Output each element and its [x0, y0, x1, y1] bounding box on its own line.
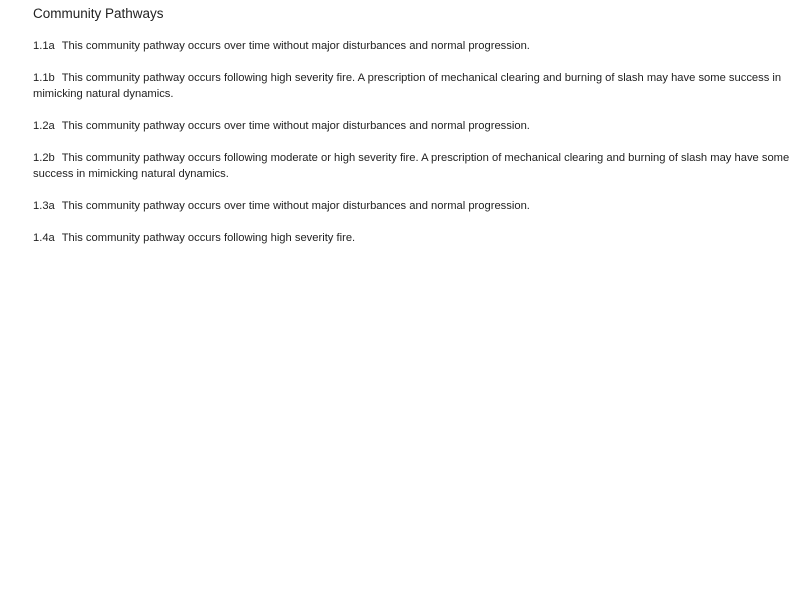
- pathway-paragraph: [33, 38, 790, 54]
- pathway-paragraph: [33, 118, 790, 134]
- pathway-code: 1.1a: [33, 40, 55, 52]
- pathway-paragraph: [33, 230, 790, 246]
- pathway-text: This community pathway occurs over time without major disturbances and normal progression.: [61, 120, 530, 132]
- pathway-paragraph: [33, 70, 790, 102]
- pathway-code: 1.1b: [33, 72, 55, 84]
- pathway-code: 1.4a: [33, 232, 55, 244]
- pathway-text: This community pathway occurs following high severity fire. A prescription of mechanical clearing and burning of slash may have some success in mimicking natural dynamics.: [33, 72, 782, 100]
- pathway-paragraph: [33, 150, 790, 182]
- pathway-text: This community pathway occurs over time without major disturbances and normal progression.: [61, 200, 530, 212]
- pathway-text: This community pathway occurs over time without major disturbances and normal progression.: [61, 40, 530, 52]
- pathway-code: 1.2b: [33, 152, 55, 164]
- page-title: Community Pathways: [33, 6, 164, 21]
- pathway-text: This community pathway occurs following moderate or high severity fire. A prescription of mechanical clearing and burning of slash may have some success in mimicking natural dynamics.: [33, 152, 790, 180]
- pathway-text: This community pathway occurs following high severity fire.: [61, 232, 356, 244]
- pathway-paragraph: [33, 198, 790, 214]
- pathway-code: 1.2a: [33, 120, 55, 132]
- pathway-code: 1.3a: [33, 200, 55, 212]
